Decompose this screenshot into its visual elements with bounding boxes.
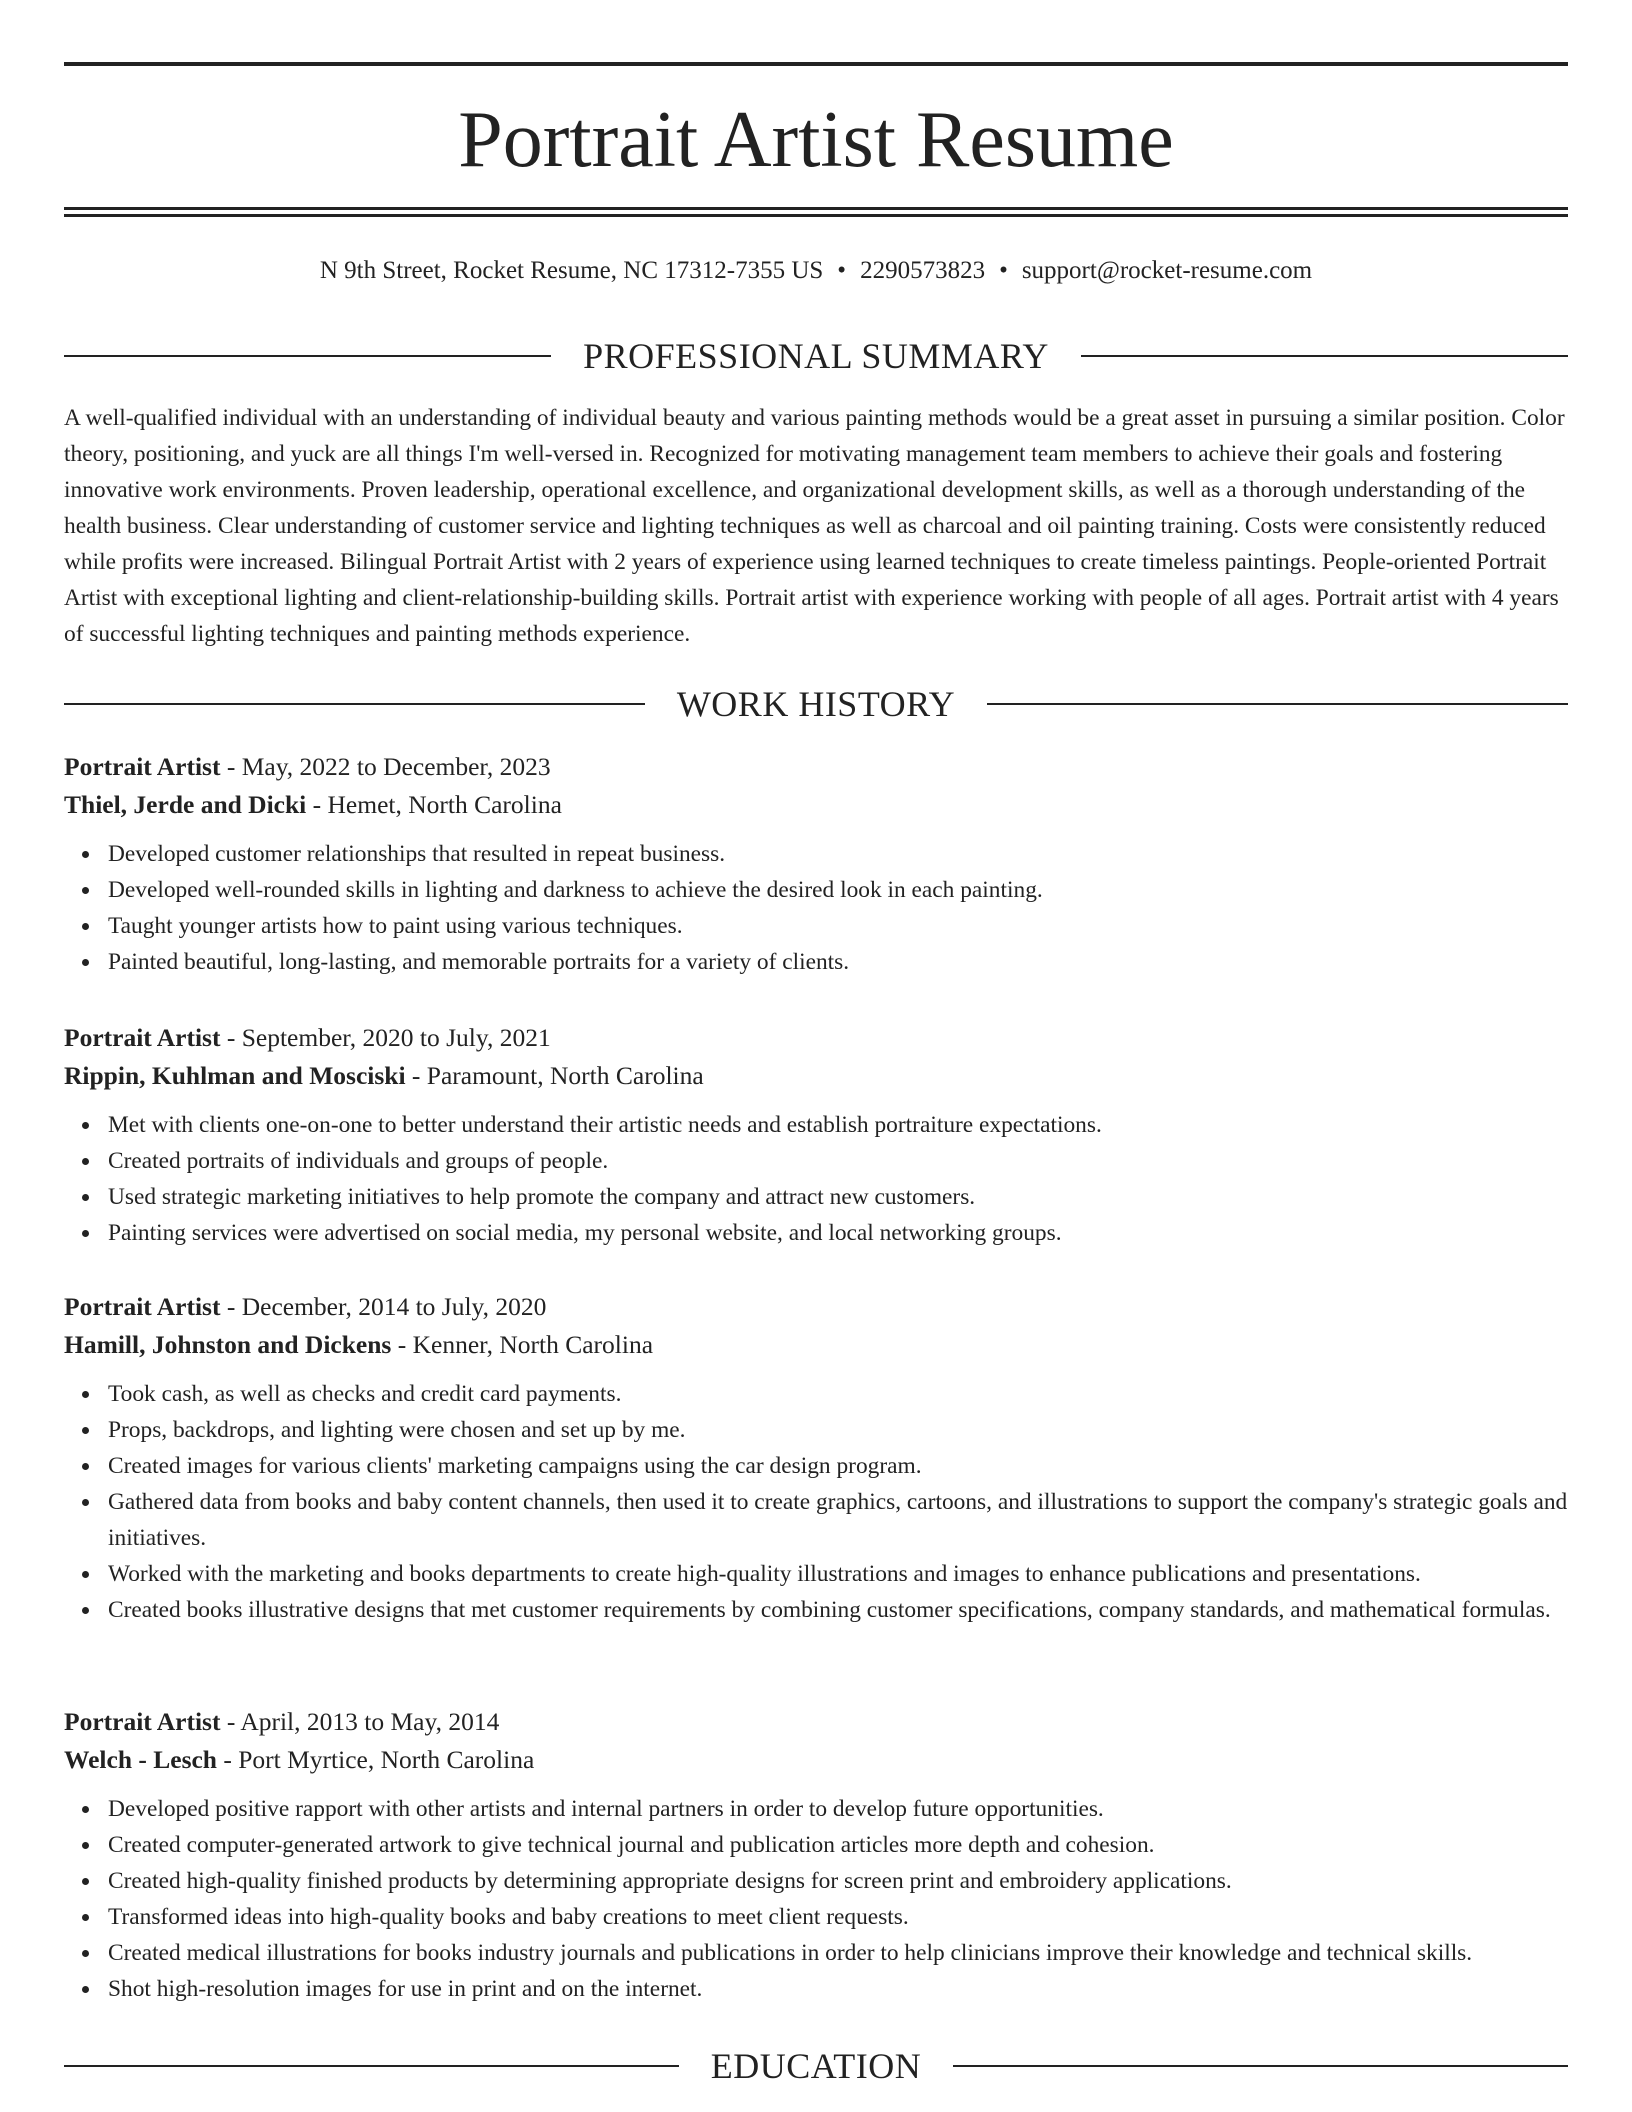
job-bullet: Shot high-resolution images for use in print and on the internet.	[108, 1971, 1568, 2007]
job-dates: - May, 2022 to December, 2023	[220, 752, 551, 781]
job-entry	[64, 1288, 1568, 1628]
job-company-line	[64, 1741, 1568, 1779]
job-bullet: Taught younger artists how to paint using various techniques.	[108, 908, 1568, 944]
job-bullet: Transformed ideas into high-quality books and baby creations to meet client requests.	[108, 1899, 1568, 1935]
job-bullet: Worked with the marketing and books departments to create high-quality illustrations and images to enhance publications and presentations.	[108, 1556, 1568, 1592]
job-title: Portrait Artist	[64, 1023, 221, 1052]
job-title: Portrait Artist	[64, 1292, 221, 1321]
section-heading-education	[64, 2044, 1568, 2088]
job-bullet: Props, backdrops, and lighting were chosen and set up by me.	[108, 1412, 1568, 1448]
contact-address: N 9th Street, Rocket Resume, NC 17312-7355 US	[319, 257, 824, 284]
contact-line	[64, 253, 1568, 289]
job-bullet: Took cash, as well as checks and credit card payments.	[108, 1376, 1568, 1412]
top-divider	[64, 62, 1568, 66]
summary-paragraph: A well-qualified individual with an understanding of individual beauty and various painting methods would be a great asset in pursuing a similar position. Color theory, positioning, and yuck are all things I'm well-versed in. Recognized for motivating management team members to achieve their goals and fostering innovative work environments. Proven leadership, operational excellence, and organizational development skills, as well as a thorough understanding of the health business. Clear understanding of customer service and lighting techniques as well as charcoal and oil painting training. Costs were consistently reduced while profits were increased. Bilingual Portrait Artist with 2 years of experience using learned techniques to create timeless paintings. People-oriented Portrait Artist with exceptional lighting and client-relationship-building skills. Portrait artist with experience working with people of all ages. Portrait artist with 4 years of successful lighting techniques and painting methods experience.	[64, 405, 1565, 647]
section-title: PROFESSIONAL SUMMARY	[583, 336, 1049, 376]
page-title: Portrait Artist Resume	[458, 96, 1174, 184]
job-bullet: Painted beautiful, long-lasting, and memorable portraits for a variety of clients.	[108, 944, 1568, 980]
job-location: - Hemet, North Carolina	[306, 790, 562, 819]
job-bullet: Developed positive rapport with other artists and internal partners in order to develop future opportunities.	[108, 1791, 1568, 1827]
job-location: - Port Myrtice, North Carolina	[217, 1745, 535, 1774]
job-bullet: Created medical illustrations for books industry journals and publications in order to help clinicians improve their knowledge and technical skills.	[108, 1935, 1568, 1971]
job-company-line	[64, 1326, 1568, 1364]
job-bullet: Gathered data from books and baby content channels, then used it to create graphics, cartoons, and illustrations to support the company's strategic goals and initiatives.	[108, 1484, 1568, 1556]
job-dates: - April, 2013 to May, 2014	[220, 1707, 500, 1736]
job-company-line	[64, 1057, 1568, 1095]
job-entry	[64, 748, 1568, 980]
job-bullet: Created portraits of individuals and groups of people.	[108, 1143, 1568, 1179]
job-company: Welch - Lesch	[64, 1745, 217, 1774]
job-bullet: Created computer-generated artwork to give technical journal and publication articles more depth and cohesion.	[108, 1827, 1568, 1863]
section-title: EDUCATION	[710, 2046, 922, 2086]
job-title-line	[64, 1288, 1568, 1326]
job-dates: - December, 2014 to July, 2020	[220, 1292, 547, 1321]
job-location: - Paramount, North Carolina	[405, 1061, 704, 1090]
contact-separator: •	[837, 257, 847, 284]
job-bullet: Developed well-rounded skills in lighting and darkness to achieve the desired look in each painting.	[108, 872, 1568, 908]
section-heading-work-history	[64, 682, 1568, 726]
heading-rule	[1081, 355, 1568, 357]
job-bullets	[64, 836, 1568, 980]
job-company-line	[64, 786, 1568, 824]
job-bullets	[64, 1107, 1568, 1251]
job-title: Portrait Artist	[64, 1707, 221, 1736]
heading-rule	[64, 355, 551, 357]
title-double-divider	[64, 207, 1568, 217]
job-company: Thiel, Jerde and Dicki	[64, 790, 307, 819]
job-location: - Kenner, North Carolina	[391, 1330, 654, 1359]
heading-rule	[64, 2065, 679, 2067]
contact-phone: 2290573823	[860, 257, 986, 284]
heading-rule	[953, 2065, 1568, 2067]
heading-rule	[987, 703, 1568, 705]
section-title: WORK HISTORY	[676, 684, 956, 724]
job-title: Portrait Artist	[64, 752, 221, 781]
job-bullet: Used strategic marketing initiatives to help promote the company and attract new customers.	[108, 1179, 1568, 1215]
job-bullet: Met with clients one-on-one to better understand their artistic needs and establish portraiture expectations.	[108, 1107, 1568, 1143]
job-bullet: Created high-quality finished products by determining appropriate designs for screen print and embroidery applications.	[108, 1863, 1568, 1899]
job-title-line	[64, 1019, 1568, 1057]
job-bullet: Painting services were advertised on social media, my personal website, and local networking groups.	[108, 1215, 1568, 1251]
job-title-line	[64, 1703, 1568, 1741]
job-company: Hamill, Johnston and Dickens	[64, 1330, 392, 1359]
contact-email: support@rocket-resume.com	[1021, 257, 1313, 284]
job-bullet: Created books illustrative designs that met customer requirements by combining customer specifications, company standards, and mathematical formulas.	[108, 1592, 1568, 1628]
heading-rule	[64, 703, 645, 705]
job-entry	[64, 1019, 1568, 1251]
job-bullets	[64, 1376, 1568, 1628]
section-heading-summary	[64, 334, 1568, 378]
job-company: Rippin, Kuhlman and Mosciski	[64, 1061, 406, 1090]
contact-separator: •	[999, 257, 1008, 284]
job-entry	[64, 1703, 1568, 2007]
job-bullet: Developed customer relationships that resulted in repeat business.	[108, 836, 1568, 872]
job-dates: - September, 2020 to July, 2021	[220, 1023, 551, 1052]
job-title-line	[64, 748, 1568, 786]
job-bullet: Created images for various clients' marketing campaigns using the car design program.	[108, 1448, 1568, 1484]
job-bullets	[64, 1791, 1568, 2007]
